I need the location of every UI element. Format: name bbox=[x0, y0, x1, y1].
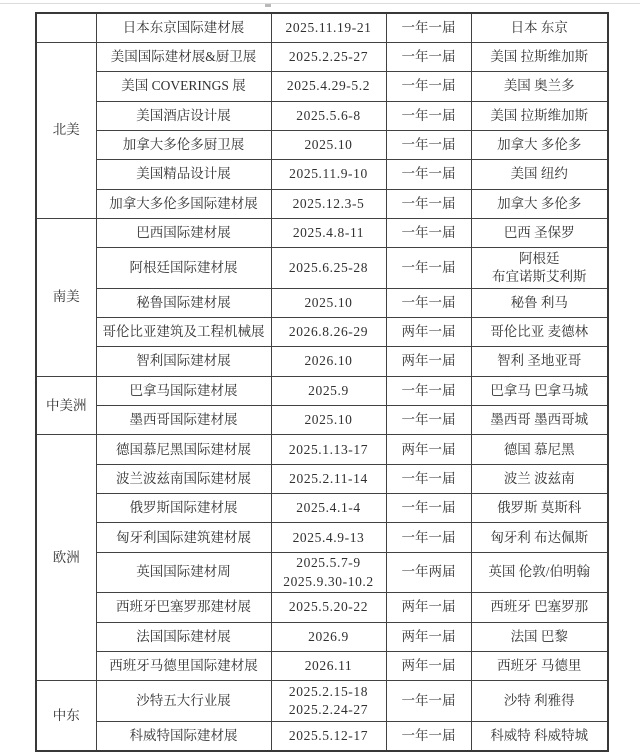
location-cell: 匈牙利 布达佩斯 bbox=[471, 523, 608, 552]
page-top-marker bbox=[265, 4, 271, 7]
location-cell: 西班牙 马德里 bbox=[471, 652, 608, 681]
location-cell: 科威特 科威特城 bbox=[471, 721, 608, 751]
date-cell: 2025.6.25-28 bbox=[271, 248, 386, 288]
exhibition-name-cell: 波兰波兹南国际建材展 bbox=[96, 464, 271, 493]
frequency-cell: 一年一届 bbox=[386, 523, 471, 552]
exhibition-name-cell: 加拿大多伦多厨卫展 bbox=[96, 130, 271, 159]
location-cell: 秘鲁 利马 bbox=[471, 288, 608, 317]
table-row bbox=[36, 101, 608, 130]
table-row bbox=[36, 160, 608, 189]
frequency-cell: 一年一届 bbox=[386, 681, 471, 721]
location-cell: 波兰 波兹南 bbox=[471, 464, 608, 493]
table-row bbox=[36, 552, 608, 592]
exhibition-name-cell: 加拿大多伦多国际建材展 bbox=[96, 189, 271, 218]
exhibition-name-cell: 巴西国际建材展 bbox=[96, 218, 271, 247]
exhibition-name-cell: 匈牙利国际建筑建材展 bbox=[96, 523, 271, 552]
table-row bbox=[36, 218, 608, 247]
date-cell: 2025.10 bbox=[271, 406, 386, 435]
location-cell: 法国 巴黎 bbox=[471, 622, 608, 651]
table-row bbox=[36, 13, 608, 42]
exhibition-name-cell: 美国酒店设计展 bbox=[96, 101, 271, 130]
location-cell: 俄罗斯 莫斯科 bbox=[471, 494, 608, 523]
table-row bbox=[36, 593, 608, 622]
location-cell: 英国 伦敦/伯明翰 bbox=[471, 552, 608, 592]
exhibition-name-cell: 哥伦比亚建筑及工程机械展 bbox=[96, 318, 271, 347]
exhibition-name-cell: 智利国际建材展 bbox=[96, 347, 271, 376]
region-cell: 北美 bbox=[36, 42, 96, 218]
exhibition-name-cell: 西班牙巴塞罗那建材展 bbox=[96, 593, 271, 622]
date-cell: 2026.11 bbox=[271, 652, 386, 681]
frequency-cell: 一年一届 bbox=[386, 13, 471, 42]
table-row bbox=[36, 288, 608, 317]
location-cell: 西班牙 巴塞罗那 bbox=[471, 593, 608, 622]
exhibition-name-cell: 阿根廷国际建材展 bbox=[96, 248, 271, 288]
location-cell: 沙特 利雅得 bbox=[471, 681, 608, 721]
location-cell: 哥伦比亚 麦德林 bbox=[471, 318, 608, 347]
frequency-cell: 一年一届 bbox=[386, 72, 471, 101]
location-cell: 加拿大 多伦多 bbox=[471, 130, 608, 159]
table-row bbox=[36, 376, 608, 405]
exhibition-name-cell: 英国国际建材周 bbox=[96, 552, 271, 592]
location-cell: 美国 奥兰多 bbox=[471, 72, 608, 101]
table-row bbox=[36, 464, 608, 493]
frequency-cell: 两年一届 bbox=[386, 622, 471, 651]
date-cell: 2025.1.13-17 bbox=[271, 435, 386, 464]
date-cell: 2025.5.7-9 2025.9.30-10.2 bbox=[271, 552, 386, 592]
date-cell: 2025.10 bbox=[271, 130, 386, 159]
table-row bbox=[36, 189, 608, 218]
location-cell: 加拿大 多伦多 bbox=[471, 189, 608, 218]
region-cell: 欧洲 bbox=[36, 435, 96, 681]
exhibition-name-cell: 西班牙马德里国际建材展 bbox=[96, 652, 271, 681]
location-cell: 美国 拉斯维加斯 bbox=[471, 42, 608, 71]
exhibition-name-cell: 美国国际建材展&厨卫展 bbox=[96, 42, 271, 71]
table-row bbox=[36, 523, 608, 552]
exhibition-name-cell: 法国国际建材展 bbox=[96, 622, 271, 651]
exhibition-name-cell: 美国 COVERINGS 展 bbox=[96, 72, 271, 101]
frequency-cell: 一年两届 bbox=[386, 552, 471, 592]
location-cell: 墨西哥 墨西哥城 bbox=[471, 406, 608, 435]
frequency-cell: 一年一届 bbox=[386, 160, 471, 189]
date-cell: 2026.8.26-29 bbox=[271, 318, 386, 347]
exhibition-name-cell: 墨西哥国际建材展 bbox=[96, 406, 271, 435]
date-cell: 2025.5.12-17 bbox=[271, 721, 386, 751]
exhibition-name-cell: 科威特国际建材展 bbox=[96, 721, 271, 751]
region-cell: 中美洲 bbox=[36, 376, 96, 435]
date-cell: 2025.5.20-22 bbox=[271, 593, 386, 622]
frequency-cell: 一年一届 bbox=[386, 288, 471, 317]
region-cell: 中东 bbox=[36, 681, 96, 751]
frequency-cell: 两年一届 bbox=[386, 593, 471, 622]
date-cell: 2025.9 bbox=[271, 376, 386, 405]
table-row bbox=[36, 130, 608, 159]
location-cell: 日本 东京 bbox=[471, 13, 608, 42]
table-row bbox=[36, 721, 608, 751]
frequency-cell: 一年一届 bbox=[386, 464, 471, 493]
exhibition-name-cell: 俄罗斯国际建材展 bbox=[96, 494, 271, 523]
table-row bbox=[36, 494, 608, 523]
table-row bbox=[36, 406, 608, 435]
table-row bbox=[36, 435, 608, 464]
date-cell: 2025.11.19-21 bbox=[271, 13, 386, 42]
date-cell: 2025.4.9-13 bbox=[271, 523, 386, 552]
frequency-cell: 一年一届 bbox=[386, 218, 471, 247]
frequency-cell: 一年一届 bbox=[386, 189, 471, 218]
exhibition-table-body bbox=[36, 13, 608, 751]
exhibition-table bbox=[35, 12, 609, 752]
date-cell: 2025.2.11-14 bbox=[271, 464, 386, 493]
frequency-cell: 两年一届 bbox=[386, 347, 471, 376]
exhibition-name-cell: 巴拿马国际建材展 bbox=[96, 376, 271, 405]
date-cell: 2025.5.6-8 bbox=[271, 101, 386, 130]
frequency-cell: 一年一届 bbox=[386, 376, 471, 405]
frequency-cell: 一年一届 bbox=[386, 42, 471, 71]
frequency-cell: 一年一届 bbox=[386, 494, 471, 523]
date-cell: 2025.2.15-18 2025.2.24-27 bbox=[271, 681, 386, 721]
table-row bbox=[36, 318, 608, 347]
date-cell: 2025.10 bbox=[271, 288, 386, 317]
table-row bbox=[36, 347, 608, 376]
table-row bbox=[36, 248, 608, 288]
location-cell: 阿根廷 布宜诺斯艾利斯 bbox=[471, 248, 608, 288]
location-cell: 智利 圣地亚哥 bbox=[471, 347, 608, 376]
frequency-cell: 一年一届 bbox=[386, 248, 471, 288]
table-row bbox=[36, 652, 608, 681]
exhibition-name-cell: 德国慕尼黑国际建材展 bbox=[96, 435, 271, 464]
date-cell: 2025.4.8-11 bbox=[271, 218, 386, 247]
date-cell: 2025.4.1-4 bbox=[271, 494, 386, 523]
table-row bbox=[36, 622, 608, 651]
date-cell: 2026.9 bbox=[271, 622, 386, 651]
location-cell: 美国 纽约 bbox=[471, 160, 608, 189]
exhibition-name-cell: 美国精品设计展 bbox=[96, 160, 271, 189]
exhibition-name-cell: 秘鲁国际建材展 bbox=[96, 288, 271, 317]
date-cell: 2025.4.29-5.2 bbox=[271, 72, 386, 101]
region-cell: 南美 bbox=[36, 218, 96, 376]
page-top-divider bbox=[0, 3, 640, 4]
frequency-cell: 一年一届 bbox=[386, 406, 471, 435]
region-cell bbox=[36, 13, 96, 42]
location-cell: 巴西 圣保罗 bbox=[471, 218, 608, 247]
location-cell: 美国 拉斯维加斯 bbox=[471, 101, 608, 130]
table-row bbox=[36, 72, 608, 101]
table-row bbox=[36, 42, 608, 71]
frequency-cell: 一年一届 bbox=[386, 721, 471, 751]
table-row bbox=[36, 681, 608, 721]
frequency-cell: 一年一届 bbox=[386, 101, 471, 130]
frequency-cell: 两年一届 bbox=[386, 652, 471, 681]
location-cell: 德国 慕尼黑 bbox=[471, 435, 608, 464]
frequency-cell: 两年一届 bbox=[386, 318, 471, 347]
location-cell: 巴拿马 巴拿马城 bbox=[471, 376, 608, 405]
frequency-cell: 两年一届 bbox=[386, 435, 471, 464]
exhibition-name-cell: 沙特五大行业展 bbox=[96, 681, 271, 721]
exhibition-name-cell: 日本东京国际建材展 bbox=[96, 13, 271, 42]
date-cell: 2025.12.3-5 bbox=[271, 189, 386, 218]
frequency-cell: 一年一届 bbox=[386, 130, 471, 159]
date-cell: 2026.10 bbox=[271, 347, 386, 376]
date-cell: 2025.11.9-10 bbox=[271, 160, 386, 189]
date-cell: 2025.2.25-27 bbox=[271, 42, 386, 71]
